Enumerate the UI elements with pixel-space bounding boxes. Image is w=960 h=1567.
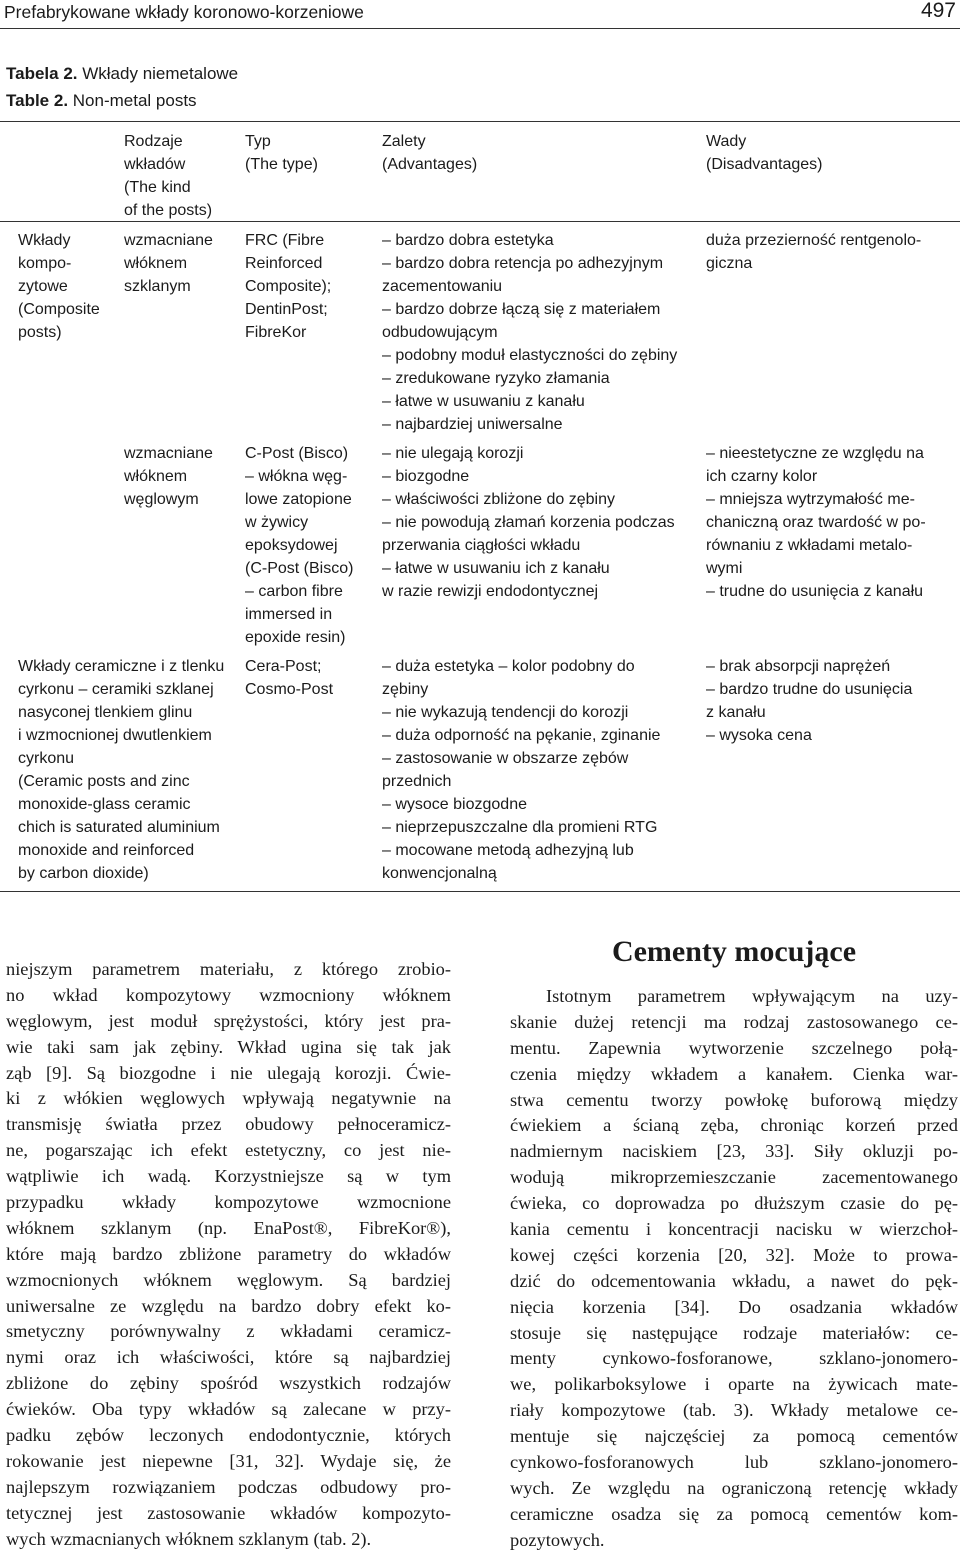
row-1-advantages-line: – najbardziej uniwersalne: [382, 416, 563, 433]
row-3-type-line: Cera-Post;: [245, 658, 322, 675]
row-2-disadvantages-line: – mniejsza wytrzymałość me-: [706, 491, 915, 508]
row-2-type-line: w żywicy: [245, 514, 309, 531]
text-line: rokowanie jest niepewne [31, 32]. Wydaje się, że: [6, 1450, 451, 1471]
row-2-advantages: [382, 442, 675, 603]
row-3-disadvantages-line: z kanału: [706, 704, 766, 721]
table-caption: [6, 60, 238, 114]
row-2-advantages-line: przerwania ciągłości wkładu: [382, 537, 581, 554]
row-3-disadvantages-line: – bardzo trudne do usunięcia: [706, 681, 913, 698]
row-2-disadvantages: [706, 442, 926, 603]
header-kind-line: Rodzaje: [124, 133, 183, 150]
section-heading: Cementy mocujące: [611, 935, 857, 968]
row-3-kind-line: i wzmocnionej dwutlenkiem: [18, 727, 212, 744]
row-2-type-line: lowe zatopione: [245, 491, 352, 508]
row-2-disadvantages-line: wymi: [706, 560, 743, 577]
row-3-advantages-line: – wysoce biozgodne: [382, 796, 527, 813]
text-line: nymi oraz ich właściwości, które są najbardziej: [6, 1347, 451, 1368]
text-line: kania cementu i koncentracji nacisku w wierzchoł-: [510, 1219, 958, 1240]
text-line: tetycznej jest zastosowanie wkładów kompozyto-: [6, 1502, 451, 1523]
text-line: niejszym parametrem materiału, z którego zrobio-: [6, 959, 451, 979]
text-line: nadmiernym naciskiem [23, 33]. Siły okluzji po-: [510, 1141, 958, 1162]
caption-pl-label: Tabela 2.: [6, 64, 78, 83]
header-disadvantages-line: Wady: [706, 133, 747, 150]
row-3-kind-line: Wkłady ceramiczne i z tlenku: [18, 658, 225, 675]
row-1-disadvantages-line: duża przezierność rentgenolo-: [706, 232, 922, 249]
row-1-advantages-line: – łatwe w usuwaniu z kanału: [382, 393, 585, 410]
text-line: smetyczny porównywalny z wkładami ceramicz-: [6, 1321, 451, 1342]
row-3-advantages-line: zębiny: [382, 681, 429, 698]
text-line: mentuje się najczęściej za pomocą cementów: [510, 1426, 958, 1447]
row-1-type-line: Composite);: [245, 278, 332, 295]
row-1-advantages-line: zacementowaniu: [382, 278, 503, 295]
row-3-disadvantages: [706, 655, 912, 747]
row-2-type-line: – włókna węg-: [245, 468, 348, 485]
row-2-advantages-line: – biozgodne: [382, 468, 470, 485]
text-line: wzmocnionych włóknem węglowym. Są bardziej: [6, 1269, 451, 1290]
text-line: wych. Ze względu na ograniczoną retencję wkłady: [510, 1477, 958, 1498]
row-1-type: [245, 229, 331, 344]
table-top-rule: [0, 121, 960, 122]
header-kind: [124, 130, 212, 222]
row-1-kind-line: włóknem: [124, 255, 188, 272]
header-rule: [0, 28, 960, 29]
row-3-advantages-line: – mocowane metodą adhezyjną lub: [382, 842, 634, 859]
row-2-advantages-line: – nie powodują złamań korzenia podczas: [382, 514, 675, 531]
text-line: najlepszym rozwiązaniem podczas odbudowy pro-: [6, 1476, 451, 1497]
row-2-kind: [124, 442, 213, 511]
header-type-line: Typ: [245, 133, 271, 150]
header-disadvantages-line: (Disadvantages): [706, 156, 823, 173]
text-line: ząb [9]. Są biozgodne i nie ulegają korozji. Ćwie-: [6, 1062, 451, 1083]
row-2-disadvantages-line: – trudne do usunięcia z kanału: [706, 583, 924, 600]
text-line: uniwersalne ze względu na bardzo dobry efekt ko-: [6, 1295, 451, 1316]
group-composite-posts-line: zytowe: [18, 278, 68, 295]
row-3-kind-line: monoxide-glass ceramic: [18, 796, 191, 813]
row-3-advantages-line: – duża odporność na pękanie, zginanie: [382, 727, 661, 744]
row-1-type-line: Reinforced: [245, 255, 323, 272]
group-composite-posts-line: posts): [18, 324, 62, 341]
text-line: węglowym, jest moduł sprężystości, który jest pra-: [6, 1010, 451, 1031]
row-3-kind-line: nasyconej tlenkiem glinu: [18, 704, 193, 721]
row-3-advantages-line: – zastosowanie w obszarze zębów: [382, 750, 629, 767]
text-line: menty cynkowo-fosforanowe, szklano-jonomero-: [510, 1348, 958, 1369]
row-2-kind-line: wzmacniane: [124, 445, 213, 462]
row-2-advantages-line: – łatwe w usuwaniu ich z kanału: [382, 560, 610, 577]
row-1-advantages-line: – zredukowane ryzyko złamania: [382, 370, 610, 387]
caption-polish: [6, 60, 238, 87]
text-line: dzić do odcementowania wkładu, a nawet do pęk-: [510, 1270, 958, 1291]
header-kind-line: wkładów: [124, 156, 186, 173]
text-line: we, polikarboksylowe i oparte na żywicach mate-: [510, 1374, 958, 1395]
group-composite-posts-line: (Composite: [18, 301, 100, 318]
caption-pl-text: Wkłady niemetalowe: [82, 64, 239, 83]
row-1-kind: [124, 229, 213, 298]
text-line: skanie dużej retencji ma rodzaj zastosowanego ce-: [510, 1011, 958, 1032]
text-line: Istotnym parametrem wpływającym na uzy-: [546, 986, 958, 1006]
row-1-disadvantages: [706, 229, 921, 275]
text-line: włóknem szklanym (np. EnaPost®, FibreKor®),: [6, 1217, 451, 1238]
row-2-type-line: epoxide resin): [245, 629, 346, 646]
row-2-advantages-line: – nie ulegają korozji: [382, 445, 524, 462]
row-3-disadvantages-line: – wysoka cena: [706, 727, 812, 744]
row-1-disadvantages-line: giczna: [706, 255, 753, 272]
row-2-type-line: (C-Post (Bisco): [245, 560, 354, 577]
row-1-advantages-line: – bardzo dobrze łączą się z materiałem: [382, 301, 661, 318]
row-3-kind-line: by carbon dioxide): [18, 865, 149, 882]
row-3-advantages-line: – nieprzepuszczalne dla promieni RTG: [382, 819, 658, 836]
row-2-advantages-line: – właściwości zbliżone do zębiny: [382, 491, 615, 508]
running-header: [4, 0, 956, 26]
row-3-type-line: Cosmo-Post: [245, 681, 334, 698]
text-line: stwa cementu tworzy powłokę buforową między: [510, 1089, 958, 1110]
row-1-kind-line: wzmacniane: [124, 232, 213, 249]
row-3-disadvantages-line: – brak absorpcji naprężeń: [706, 658, 891, 675]
row-1-advantages-line: – bardzo dobra retencja po adhezyjnym: [382, 255, 664, 272]
page-number: 497: [920, 0, 956, 22]
row-3-kind-line: monoxide and reinforced: [18, 842, 195, 859]
header-kind-line: (The kind: [124, 179, 191, 196]
header-kind-line: of the posts): [124, 202, 213, 219]
row-2-type: [245, 442, 353, 649]
header-type: [245, 130, 318, 176]
left-column-text: [6, 957, 451, 1552]
text-line: ki z włókien węglowych wpływają negatywnie na: [6, 1088, 451, 1109]
row-3-kind: [18, 655, 224, 885]
row-2-disadvantages-line: ich czarny kolor: [706, 468, 818, 485]
text-line: transmisję światła przez obudowy pełnoceramicz-: [6, 1114, 451, 1135]
text-line: wych wzmacnianych włóknem szklanym (tab. 2).: [6, 1528, 372, 1549]
text-line: cynkowo-fosforanowych lub szklano-jonomero-: [510, 1452, 958, 1473]
running-title: Prefabrykowane wkłady koronowo-korzeniowe: [4, 2, 364, 22]
text-line: przypadku wkłady kompozytowe wzmocnione: [6, 1192, 451, 1213]
row-2-disadvantages-line: chaniczną oraz twardość w po-: [706, 514, 926, 531]
right-column-text: [510, 984, 958, 1554]
row-3-type: [245, 655, 333, 701]
text-line: stosuje się następujące rodzaje materiałów: ce-: [510, 1322, 958, 1343]
row-1-type-line: FibreKor: [245, 324, 307, 341]
row-1-type-line: FRC (Fibre: [245, 232, 325, 249]
caption-en-label: Table 2.: [6, 91, 69, 110]
text-line: zbliżone do zębiny spośród wszystkich rodzajów: [6, 1373, 451, 1394]
row-3-advantages-line: konwencjonalną: [382, 865, 497, 882]
posts-table: [0, 121, 960, 892]
text-line: pozytowych.: [510, 1529, 605, 1550]
row-1-advantages: [382, 229, 677, 436]
group-composite-posts-line: Wkłady: [18, 232, 71, 249]
row-2-type-line: epoksydowej: [245, 537, 338, 554]
text-line: ćwieka, co doprowadza po dłuższym czasie do pę-: [510, 1193, 958, 1214]
caption-en-text: Non-metal posts: [72, 91, 197, 110]
text-line: wodują mikroprzemieszczanie zacementowanego: [510, 1167, 958, 1188]
group-composite-posts: [18, 229, 100, 344]
table-bottom-rule: [0, 891, 960, 892]
header-advantages-line: Zalety: [382, 133, 426, 150]
group-composite-posts-line: kompo-: [18, 255, 72, 272]
row-3-advantages-line: przednich: [382, 773, 452, 790]
text-line: wątpliwie ich wadą. Korzystniejsze są w tym: [6, 1166, 451, 1187]
row-2-type-line: – carbon fibre: [245, 583, 343, 600]
text-line: padku zębów leczonych endodontycznie, których: [6, 1425, 451, 1446]
caption-english: [6, 87, 238, 114]
text-line: no wkład kompozytowy wzmocniony włóknem: [6, 984, 451, 1005]
text-line: ćwieków. Oba typy wkładów są zalecane w przy-: [6, 1399, 451, 1420]
header-advantages-line: (Advantages): [382, 156, 478, 173]
row-2-kind-line: włóknem: [124, 468, 188, 485]
row-2-type-line: immersed in: [245, 606, 333, 623]
row-3-advantages-line: – nie wykazują tendencji do korozji: [382, 704, 629, 721]
row-2-disadvantages-line: równaniu z wkładami metalo-: [706, 537, 913, 554]
row-3-kind-line: cyrkonu – ceramiki szklanej: [18, 681, 214, 698]
text-line: mentu. Zapewnia wytworzenie szczelnego połą-: [510, 1037, 958, 1058]
row-1-advantages-line: odbudowującym: [382, 324, 498, 341]
text-line: czenia między wkładem a kanałem. Cienka war-: [510, 1063, 958, 1084]
row-1-advantages-line: – podobny moduł elastyczności do zębiny: [382, 347, 678, 364]
text-line: ćwiekiem a ścianą zęba, chroniąc korzeń przed: [510, 1115, 958, 1136]
header-type-line: (The type): [245, 156, 318, 173]
text-line: riały kompozytowe (tab. 3). Wkłady metalowe ce-: [510, 1400, 958, 1421]
text-line: które mają bardzo zbliżone parametry do wkładów: [6, 1243, 451, 1264]
row-1-advantages-line: – bardzo dobra estetyka: [382, 232, 554, 249]
row-3-advantages: [382, 655, 660, 885]
table-header-rule: [0, 221, 960, 222]
row-2-kind-line: węglowym: [124, 491, 199, 508]
text-line: wie taki sam jak zębiny. Wkład ugina się tak jak: [6, 1036, 451, 1057]
row-2-type-line: C-Post (Bisco): [245, 445, 349, 462]
text-line: ne, pogarszając ich efekt estetyczny, co jest nie-: [6, 1140, 451, 1161]
row-3-advantages-line: – duża estetyka – kolor podobny do: [382, 658, 635, 675]
text-line: nięcia korzenia [34]. Do osadzania wkładów: [510, 1296, 958, 1317]
row-1-type-line: DentinPost;: [245, 301, 328, 318]
row-1-kind-line: szklanym: [124, 278, 191, 295]
row-3-kind-line: cyrkonu: [18, 750, 75, 767]
row-2-advantages-line: w razie rewizji endodontycznej: [382, 583, 599, 600]
text-line: kowej części korzenia [20, 32]. Może to prowa-: [510, 1244, 958, 1265]
header-advantages: [382, 130, 477, 176]
row-3-kind-line: (Ceramic posts and zinc: [18, 773, 190, 790]
header-disadvantages: [706, 130, 823, 176]
text-line: ceramiczne osadza się za pomocą cementów kom-: [510, 1503, 958, 1524]
row-2-disadvantages-line: – nieestetyczne ze względu na: [706, 445, 924, 462]
row-3-kind-line: chich is saturated aluminium: [18, 819, 220, 836]
